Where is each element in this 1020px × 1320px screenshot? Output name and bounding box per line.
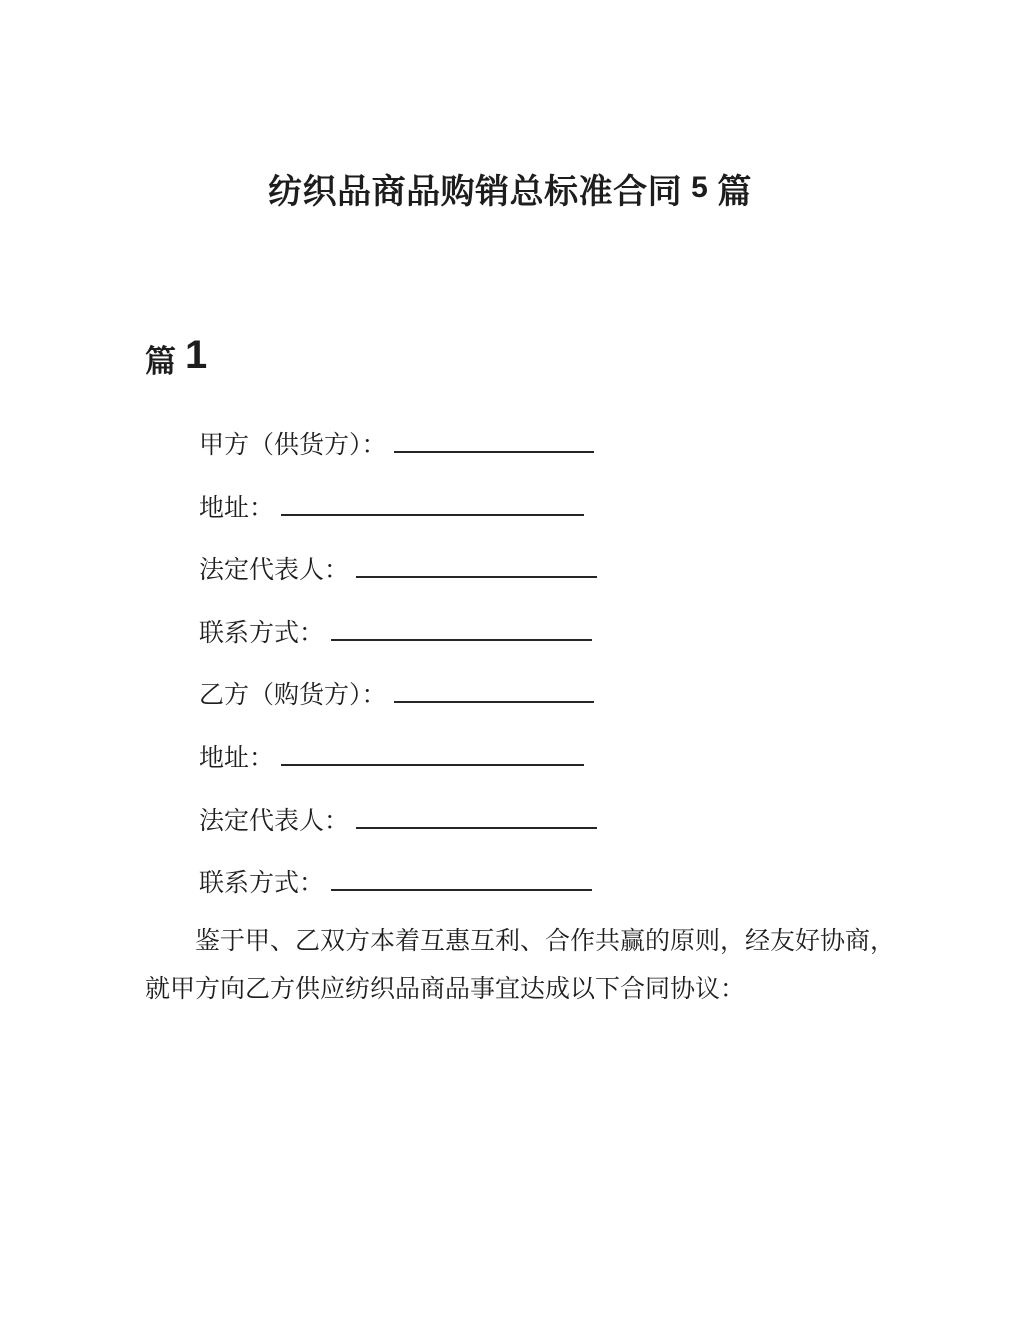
blank-fill-line[interactable] [331, 887, 592, 891]
form-field-row [199, 744, 584, 772]
field-label: 法定代表人： [199, 806, 350, 835]
field-label: 地址： [199, 493, 275, 522]
section-heading [145, 332, 208, 382]
preamble-paragraph [145, 917, 896, 1013]
section-number: 1 [185, 332, 208, 377]
form-field-row [199, 431, 594, 459]
document-title [0, 170, 1020, 216]
form-field-row [199, 807, 597, 835]
document-title-count: 5 [691, 170, 709, 204]
blank-fill-line[interactable] [394, 449, 594, 453]
preamble-line-2: 就甲方向乙方供应纺织品商品事宜达成以下合同协议： [145, 975, 746, 1003]
form-field-row [199, 494, 584, 522]
form-field-row [199, 619, 592, 647]
form-field-row [199, 869, 592, 897]
field-label: 乙方（购货方）： [199, 681, 387, 710]
blank-fill-line[interactable] [281, 512, 584, 516]
blank-fill-line[interactable] [281, 762, 584, 766]
field-label: 法定代表人： [199, 556, 350, 585]
section-label: 篇 [145, 343, 176, 379]
blank-fill-line[interactable] [356, 825, 597, 829]
document-title-text: 纺织品商品购销总标准合同 [268, 172, 683, 211]
field-label: 地址： [199, 744, 275, 772]
preamble-line-1: 鉴于甲、乙双方本着互惠互利、合作共赢的原则，经友好协商， [195, 927, 896, 955]
blank-fill-line[interactable] [394, 699, 594, 703]
document-title-suffix: 篇 [717, 172, 752, 211]
blank-fill-line[interactable] [331, 637, 592, 641]
form-field-row [199, 556, 597, 584]
blank-fill-line[interactable] [356, 574, 597, 578]
field-label: 甲方（供货方）： [199, 431, 387, 459]
form-field-row [199, 681, 594, 709]
field-label: 联系方式： [199, 618, 325, 647]
field-label: 联系方式： [199, 869, 325, 898]
